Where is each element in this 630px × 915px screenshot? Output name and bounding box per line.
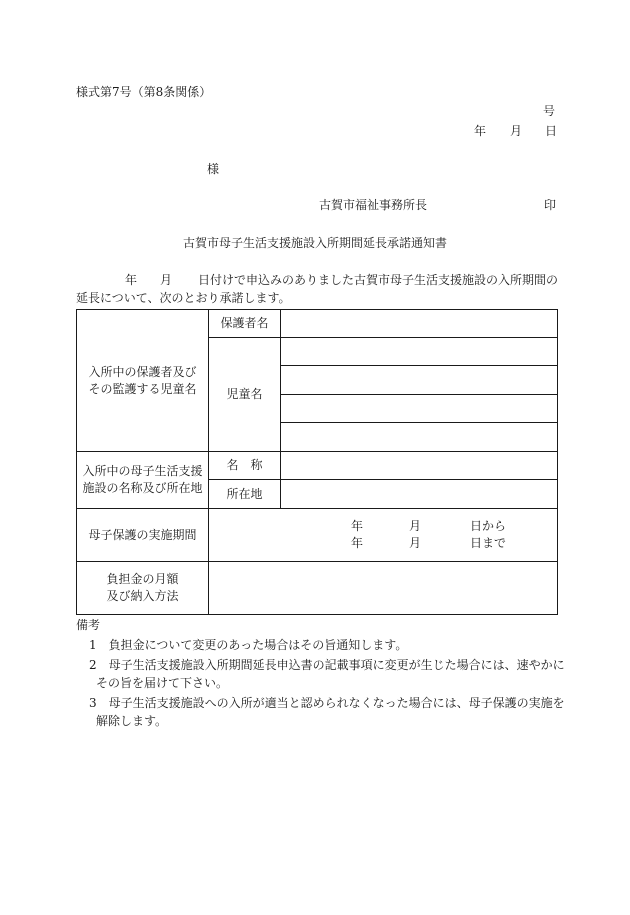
period-from xyxy=(209,518,557,535)
note-item-2: 2 母子生活支援施設入所期間延長申込書の記載事項に変更が生じた場合には、速やかに xyxy=(89,658,565,672)
period-from-day: 日から xyxy=(470,519,507,533)
issuer-name: 古賀市福祉事務所長 xyxy=(319,198,428,212)
period-to-year: 年 xyxy=(351,536,364,550)
note-item-3: 3 母子生活支援施設への入所が適当と認められなくなった場合には、母子保護の実施を xyxy=(89,696,565,710)
date-day: 日 xyxy=(545,124,558,138)
seal-mark: 印 xyxy=(544,198,557,212)
date-year: 年 xyxy=(474,124,487,138)
period-to-day: 日まで xyxy=(470,536,507,550)
form-number: 様式第7号（第8条関係） xyxy=(76,85,212,99)
note-item-3-cont: 解除します。 xyxy=(96,714,168,728)
period-to xyxy=(209,535,557,552)
period-from-year: 年 xyxy=(351,519,364,533)
approval-table xyxy=(76,309,558,615)
child-name-label: 児童名 xyxy=(209,338,281,452)
guardian-name-label: 保護者名 xyxy=(209,310,281,338)
document-title: 古賀市母子生活支援施設入所期間延長承諾通知書 xyxy=(182,236,447,250)
facility-location-field[interactable] xyxy=(281,480,558,509)
guardian-name-field[interactable] xyxy=(281,310,558,338)
monthly-charge-label: 負担金の月額 及び納入方法 xyxy=(77,562,209,615)
facility-name-label: 名 称 xyxy=(209,452,281,480)
period-from-month: 月 xyxy=(409,519,422,533)
intro-month: 月 xyxy=(160,273,173,287)
child-name-field[interactable] xyxy=(281,423,558,452)
intro-line2: 延長について、次のとおり承諾します。 xyxy=(76,291,291,305)
recipient-honorific: 様 xyxy=(207,162,220,176)
note-item-1: 1 負担金について変更のあった場合はその旨通知します。 xyxy=(89,638,408,652)
protection-period-label: 母子保護の実施期間 xyxy=(77,509,209,562)
document-number-suffix: 号 xyxy=(543,104,556,118)
notes-heading: 備考 xyxy=(76,618,101,632)
protection-period-field[interactable] xyxy=(209,509,558,562)
period-to-month: 月 xyxy=(409,536,422,550)
intro-year: 年 xyxy=(125,273,138,287)
child-name-field[interactable] xyxy=(281,395,558,423)
monthly-charge-field[interactable] xyxy=(209,562,558,615)
date-month: 月 xyxy=(510,124,523,138)
facility-name-field[interactable] xyxy=(281,452,558,480)
facility-location-label: 所在地 xyxy=(209,480,281,509)
facility-label: 入所中の母子生活支援 施設の名称及び所在地 xyxy=(77,452,209,509)
note-item-2-cont: その旨を届けて下さい。 xyxy=(96,676,229,690)
child-name-field[interactable] xyxy=(281,338,558,366)
intro-line1: 日付けで申込みのありました古賀市母子生活支援施設の入所期間の xyxy=(198,273,559,287)
child-name-field[interactable] xyxy=(281,366,558,395)
guardian-child-label: 入所中の保護者及び その監護する児童名 xyxy=(77,310,209,452)
